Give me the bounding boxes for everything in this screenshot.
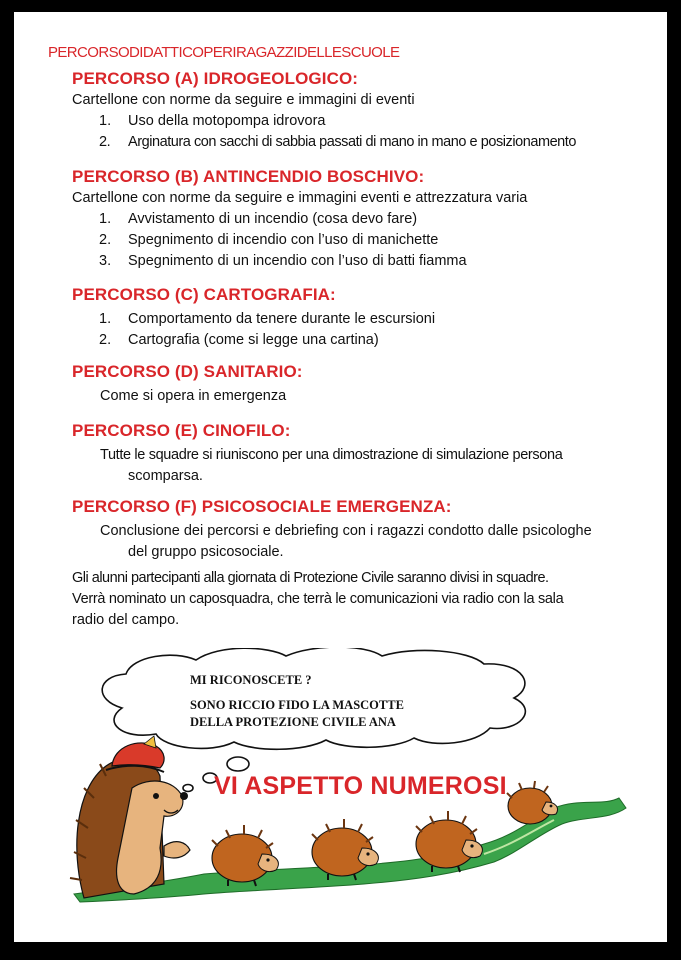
item-text: Comportamento da tenere durante le escursioni xyxy=(128,311,436,327)
bubble-question: MI RICONOSCETE ? xyxy=(190,673,312,687)
section-c xyxy=(72,284,647,351)
mascot-hedgehog xyxy=(70,736,190,898)
item-number: 1. xyxy=(99,211,112,227)
section-description: Cartellone con norme da seguire e immagini di eventi xyxy=(72,92,415,108)
activity-list xyxy=(72,309,647,351)
closing-paragraph xyxy=(72,568,649,631)
item-text: Arginatura con sacchi di sabbia passati di mano in mano e posizionamento xyxy=(128,134,576,150)
item-number: 1. xyxy=(99,113,112,129)
section-title: PERCORSO (A) IDROGEOLOGICO: xyxy=(72,69,359,88)
list-item xyxy=(72,111,647,132)
bubble-text xyxy=(190,672,404,731)
section-a xyxy=(72,68,647,153)
list-item xyxy=(72,209,647,230)
activity-list xyxy=(72,111,647,153)
activity-list xyxy=(72,209,647,272)
banner-title: VI ASPETTO NUMEROSI xyxy=(214,772,507,800)
item-text: Spegnimento di incendio con l’uso di manichette xyxy=(128,232,439,248)
section-title: PERCORSO (F) PSICOSOCIALE EMERGENZA: xyxy=(72,497,452,516)
item-number: 2. xyxy=(99,332,112,348)
item-text: Cartografia (come si legge una cartina) xyxy=(128,332,379,348)
closing-line: Verrà nominato un caposquadra, che terrà le comunicazioni via radio con la sala xyxy=(72,591,564,607)
section-b xyxy=(72,166,647,272)
item-text: Uso della motopompa idrovora xyxy=(128,113,326,129)
bubble-line: DELLA PROTEZIONE CIVILE ANA xyxy=(190,715,396,729)
item-number: 2. xyxy=(99,134,111,150)
item-number: 3. xyxy=(99,253,112,269)
item-number: 2. xyxy=(99,232,112,248)
section-title: PERCORSO (E) CINOFILO: xyxy=(72,421,291,440)
section-text-continued: scomparsa. xyxy=(128,468,203,484)
section-title: PERCORSO (D) SANITARIO: xyxy=(72,362,303,381)
section-text: Tutte le squadre si riuniscono per una dimostrazione di simulazione persona xyxy=(100,447,563,463)
item-text: Avvistamento di un incendio (cosa devo fare) xyxy=(128,211,418,227)
closing-line: Gli alunni partecipanti alla giornata di Protezione Civile saranno divisi in squadre. xyxy=(72,570,549,586)
section-title: PERCORSO (B) ANTINCENDIO BOSCHIVO: xyxy=(72,167,425,186)
bubble-line: SONO RICCIO FIDO LA MASCOTTE xyxy=(190,698,404,712)
list-item xyxy=(72,330,647,351)
section-d xyxy=(72,361,647,407)
section-text-continued: del gruppo psicosociale. xyxy=(128,544,284,560)
section-f xyxy=(72,496,647,563)
closing-line: radio del campo. xyxy=(72,612,180,628)
item-number: 1. xyxy=(99,311,112,327)
list-item xyxy=(72,309,647,330)
list-item xyxy=(72,132,647,153)
list-item xyxy=(72,251,647,272)
section-title: PERCORSO (C) CARTOGRAFIA: xyxy=(72,285,336,304)
section-text: Come si opera in emergenza xyxy=(100,388,287,404)
page-title: PERCORSODIDATTICOPERIRAGAZZIDELLESCUOLE xyxy=(48,44,400,61)
flyer-page xyxy=(14,12,667,942)
section-e xyxy=(72,420,647,487)
item-text: Spegnimento di un incendio con l’uso di batti fiamma xyxy=(128,253,467,269)
section-text: Conclusione dei percorsi e debriefing con i ragazzi condotto dalle psicologhe xyxy=(100,523,592,539)
section-description: Cartellone con norme da seguire e immagini eventi e attrezzatura varia xyxy=(72,190,528,206)
list-item xyxy=(72,230,647,251)
